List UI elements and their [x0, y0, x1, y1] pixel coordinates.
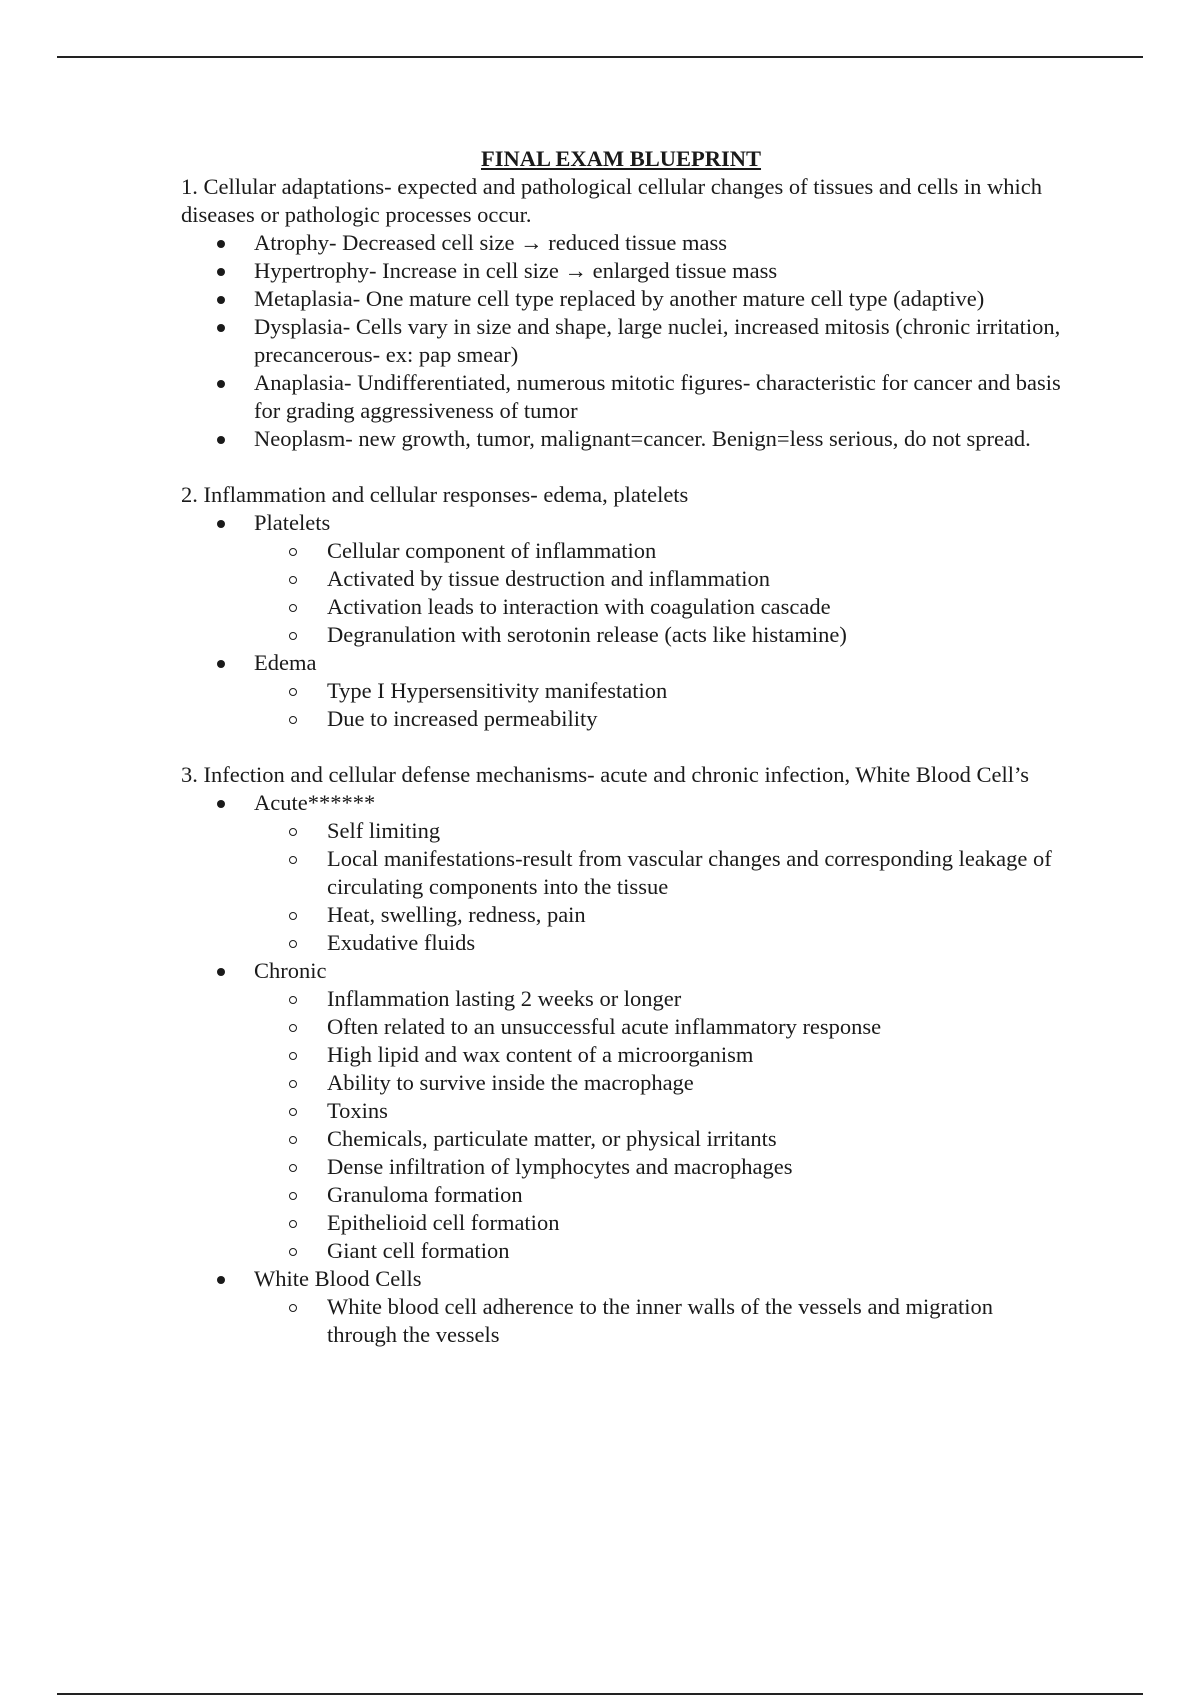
list-item-text: Dysplasia- Cells vary in size and shape, large nuclei, increased mitosis (chronic irritation, precancerous- ex: pap smear) [254, 314, 1061, 367]
bullet-circle-icon [289, 1220, 297, 1228]
bullet-disc-icon [217, 1276, 225, 1284]
bullet-disc-icon [217, 296, 225, 304]
bullet-circle-icon [289, 1108, 297, 1116]
sub-list-item [254, 845, 1061, 901]
sub-bullet-list [254, 1293, 1061, 1349]
bullet-circle-icon [289, 1052, 297, 1060]
list-item [181, 957, 1061, 1265]
bullet-disc-icon [217, 660, 225, 668]
sub-list-item-text: Chemicals, particulate matter, or physical irritants [327, 1126, 777, 1151]
bullet-circle-icon [289, 1164, 297, 1172]
bullet-list [181, 509, 1061, 733]
list-item-text: Acute****** [254, 790, 376, 815]
sub-list-item [254, 1237, 1061, 1265]
section-3 [181, 761, 1061, 1349]
sub-list-item [254, 705, 1061, 733]
sub-list-item [254, 621, 1061, 649]
bullet-disc-icon [217, 436, 225, 444]
bullet-circle-icon [289, 996, 297, 1004]
sub-list-item-text: Degranulation with serotonin release (acts like histamine) [327, 622, 847, 647]
sub-list-item-text: Activation leads to interaction with coagulation cascade [327, 594, 831, 619]
sub-list-item [254, 985, 1061, 1013]
sections-container [181, 173, 1061, 1349]
sub-list-item [254, 1209, 1061, 1237]
sub-list-item [254, 1041, 1061, 1069]
list-item [181, 789, 1061, 957]
bullet-circle-icon [289, 632, 297, 640]
sub-list-item [254, 1013, 1061, 1041]
bullet-circle-icon [289, 1024, 297, 1032]
top-rule [57, 56, 1143, 58]
sub-list-item [254, 901, 1061, 929]
list-item-text: Platelets [254, 510, 331, 535]
sub-list-item [254, 1069, 1061, 1097]
sub-list-item [254, 1097, 1061, 1125]
sub-list-item-text: Inflammation lasting 2 weeks or longer [327, 986, 682, 1011]
sub-list-item-text: Local manifestations-result from vascular changes and corresponding leakage of circulating components into the tissue [327, 846, 1052, 899]
list-item-text: Anaplasia- Undifferentiated, numerous mitotic figures- characteristic for cancer and basis for grading aggressiveness of tumor [254, 370, 1061, 423]
bullet-circle-icon [289, 548, 297, 556]
bullet-circle-icon [289, 1248, 297, 1256]
list-item-text: Hypertrophy- Increase in cell size → enlarged tissue mass [254, 258, 778, 283]
bullet-circle-icon [289, 1192, 297, 1200]
bullet-disc-icon [217, 240, 225, 248]
list-item [181, 285, 1061, 313]
list-item [181, 257, 1061, 285]
list-item [181, 649, 1061, 733]
bullet-disc-icon [217, 968, 225, 976]
list-item [181, 1265, 1061, 1349]
bullet-list [181, 789, 1061, 1349]
bullet-circle-icon [289, 828, 297, 836]
bullet-circle-icon [289, 688, 297, 696]
sub-bullet-list [254, 537, 1061, 649]
sub-list-item [254, 537, 1061, 565]
sub-list-item-text: Ability to survive inside the macrophage [327, 1070, 694, 1095]
sub-list-item-text: High lipid and wax content of a microorganism [327, 1042, 754, 1067]
bullet-disc-icon [217, 520, 225, 528]
bullet-circle-icon [289, 604, 297, 612]
bullet-list [181, 229, 1061, 453]
sub-list-item-text: Heat, swelling, redness, pain [327, 902, 586, 927]
sub-list-item [254, 1125, 1061, 1153]
sub-list-item [254, 1153, 1061, 1181]
sub-list-item-text: Giant cell formation [327, 1238, 510, 1263]
list-item-text: White Blood Cells [254, 1266, 422, 1291]
sub-list-item-text: Cellular component of inflammation [327, 538, 657, 563]
sub-list-item-text: Granuloma formation [327, 1182, 523, 1207]
sub-bullet-list [254, 677, 1061, 733]
bullet-circle-icon [289, 1080, 297, 1088]
list-item [181, 509, 1061, 649]
sub-list-item [254, 565, 1061, 593]
sub-list-item-text: Often related to an unsuccessful acute inflammatory response [327, 1014, 882, 1039]
section-heading: 1. Cellular adaptations- expected and pathological cellular changes of tissues and cells in which diseases or pathologic processes occur. [181, 174, 1042, 227]
bullet-circle-icon [289, 856, 297, 864]
sub-list-item [254, 593, 1061, 621]
sub-bullet-list [254, 817, 1061, 957]
bullet-circle-icon [289, 1304, 297, 1312]
list-item-text: Atrophy- Decreased cell size → reduced tissue mass [254, 230, 727, 255]
bullet-circle-icon [289, 1136, 297, 1144]
sub-list-item-text: Epithelioid cell formation [327, 1210, 560, 1235]
sub-list-item-text: Activated by tissue destruction and inflammation [327, 566, 771, 591]
list-item-text: Edema [254, 650, 317, 675]
sub-list-item-text: Toxins [327, 1098, 388, 1123]
sub-list-item [254, 677, 1061, 705]
list-item [181, 369, 1061, 425]
bullet-circle-icon [289, 576, 297, 584]
bullet-circle-icon [289, 912, 297, 920]
page-title: FINAL EXAM BLUEPRINT [480, 146, 762, 171]
sub-list-item-text: Dense infiltration of lymphocytes and macrophages [327, 1154, 793, 1179]
section-2 [181, 481, 1061, 733]
sub-list-item-text: Exudative fluids [327, 930, 476, 955]
bullet-disc-icon [217, 268, 225, 276]
bullet-disc-icon [217, 800, 225, 808]
sub-list-item [254, 1293, 1061, 1349]
list-item [181, 229, 1061, 257]
bullet-circle-icon [289, 940, 297, 948]
sub-bullet-list [254, 985, 1061, 1265]
bullet-disc-icon [217, 380, 225, 388]
section-1 [181, 173, 1061, 453]
list-item [181, 313, 1061, 369]
sub-list-item-text: Due to increased permeability [327, 706, 598, 731]
list-item-text: Neoplasm- new growth, tumor, malignant=cancer. Benign=less serious, do not spread. [254, 426, 1031, 451]
sub-list-item-text: Type I Hypersensitivity manifestation [327, 678, 668, 703]
list-item [181, 425, 1061, 453]
section-heading: 3. Infection and cellular defense mechanisms- acute and chronic infection, White Blood Cell’s [181, 762, 1030, 787]
bullet-circle-icon [289, 716, 297, 724]
list-item-text: Metaplasia- One mature cell type replaced by another mature cell type (adaptive) [254, 286, 985, 311]
sub-list-item [254, 817, 1061, 845]
sub-list-item [254, 1181, 1061, 1209]
bottom-rule [57, 1693, 1143, 1695]
document-body [181, 145, 1061, 1349]
sub-list-item-text: White blood cell adherence to the inner walls of the vessels and migration through the vessels [327, 1294, 994, 1347]
list-item-text: Chronic [254, 958, 327, 983]
sub-list-item-text: Self limiting [327, 818, 441, 843]
section-heading: 2. Inflammation and cellular responses- edema, platelets [181, 482, 689, 507]
bullet-disc-icon [217, 324, 225, 332]
sub-list-item [254, 929, 1061, 957]
